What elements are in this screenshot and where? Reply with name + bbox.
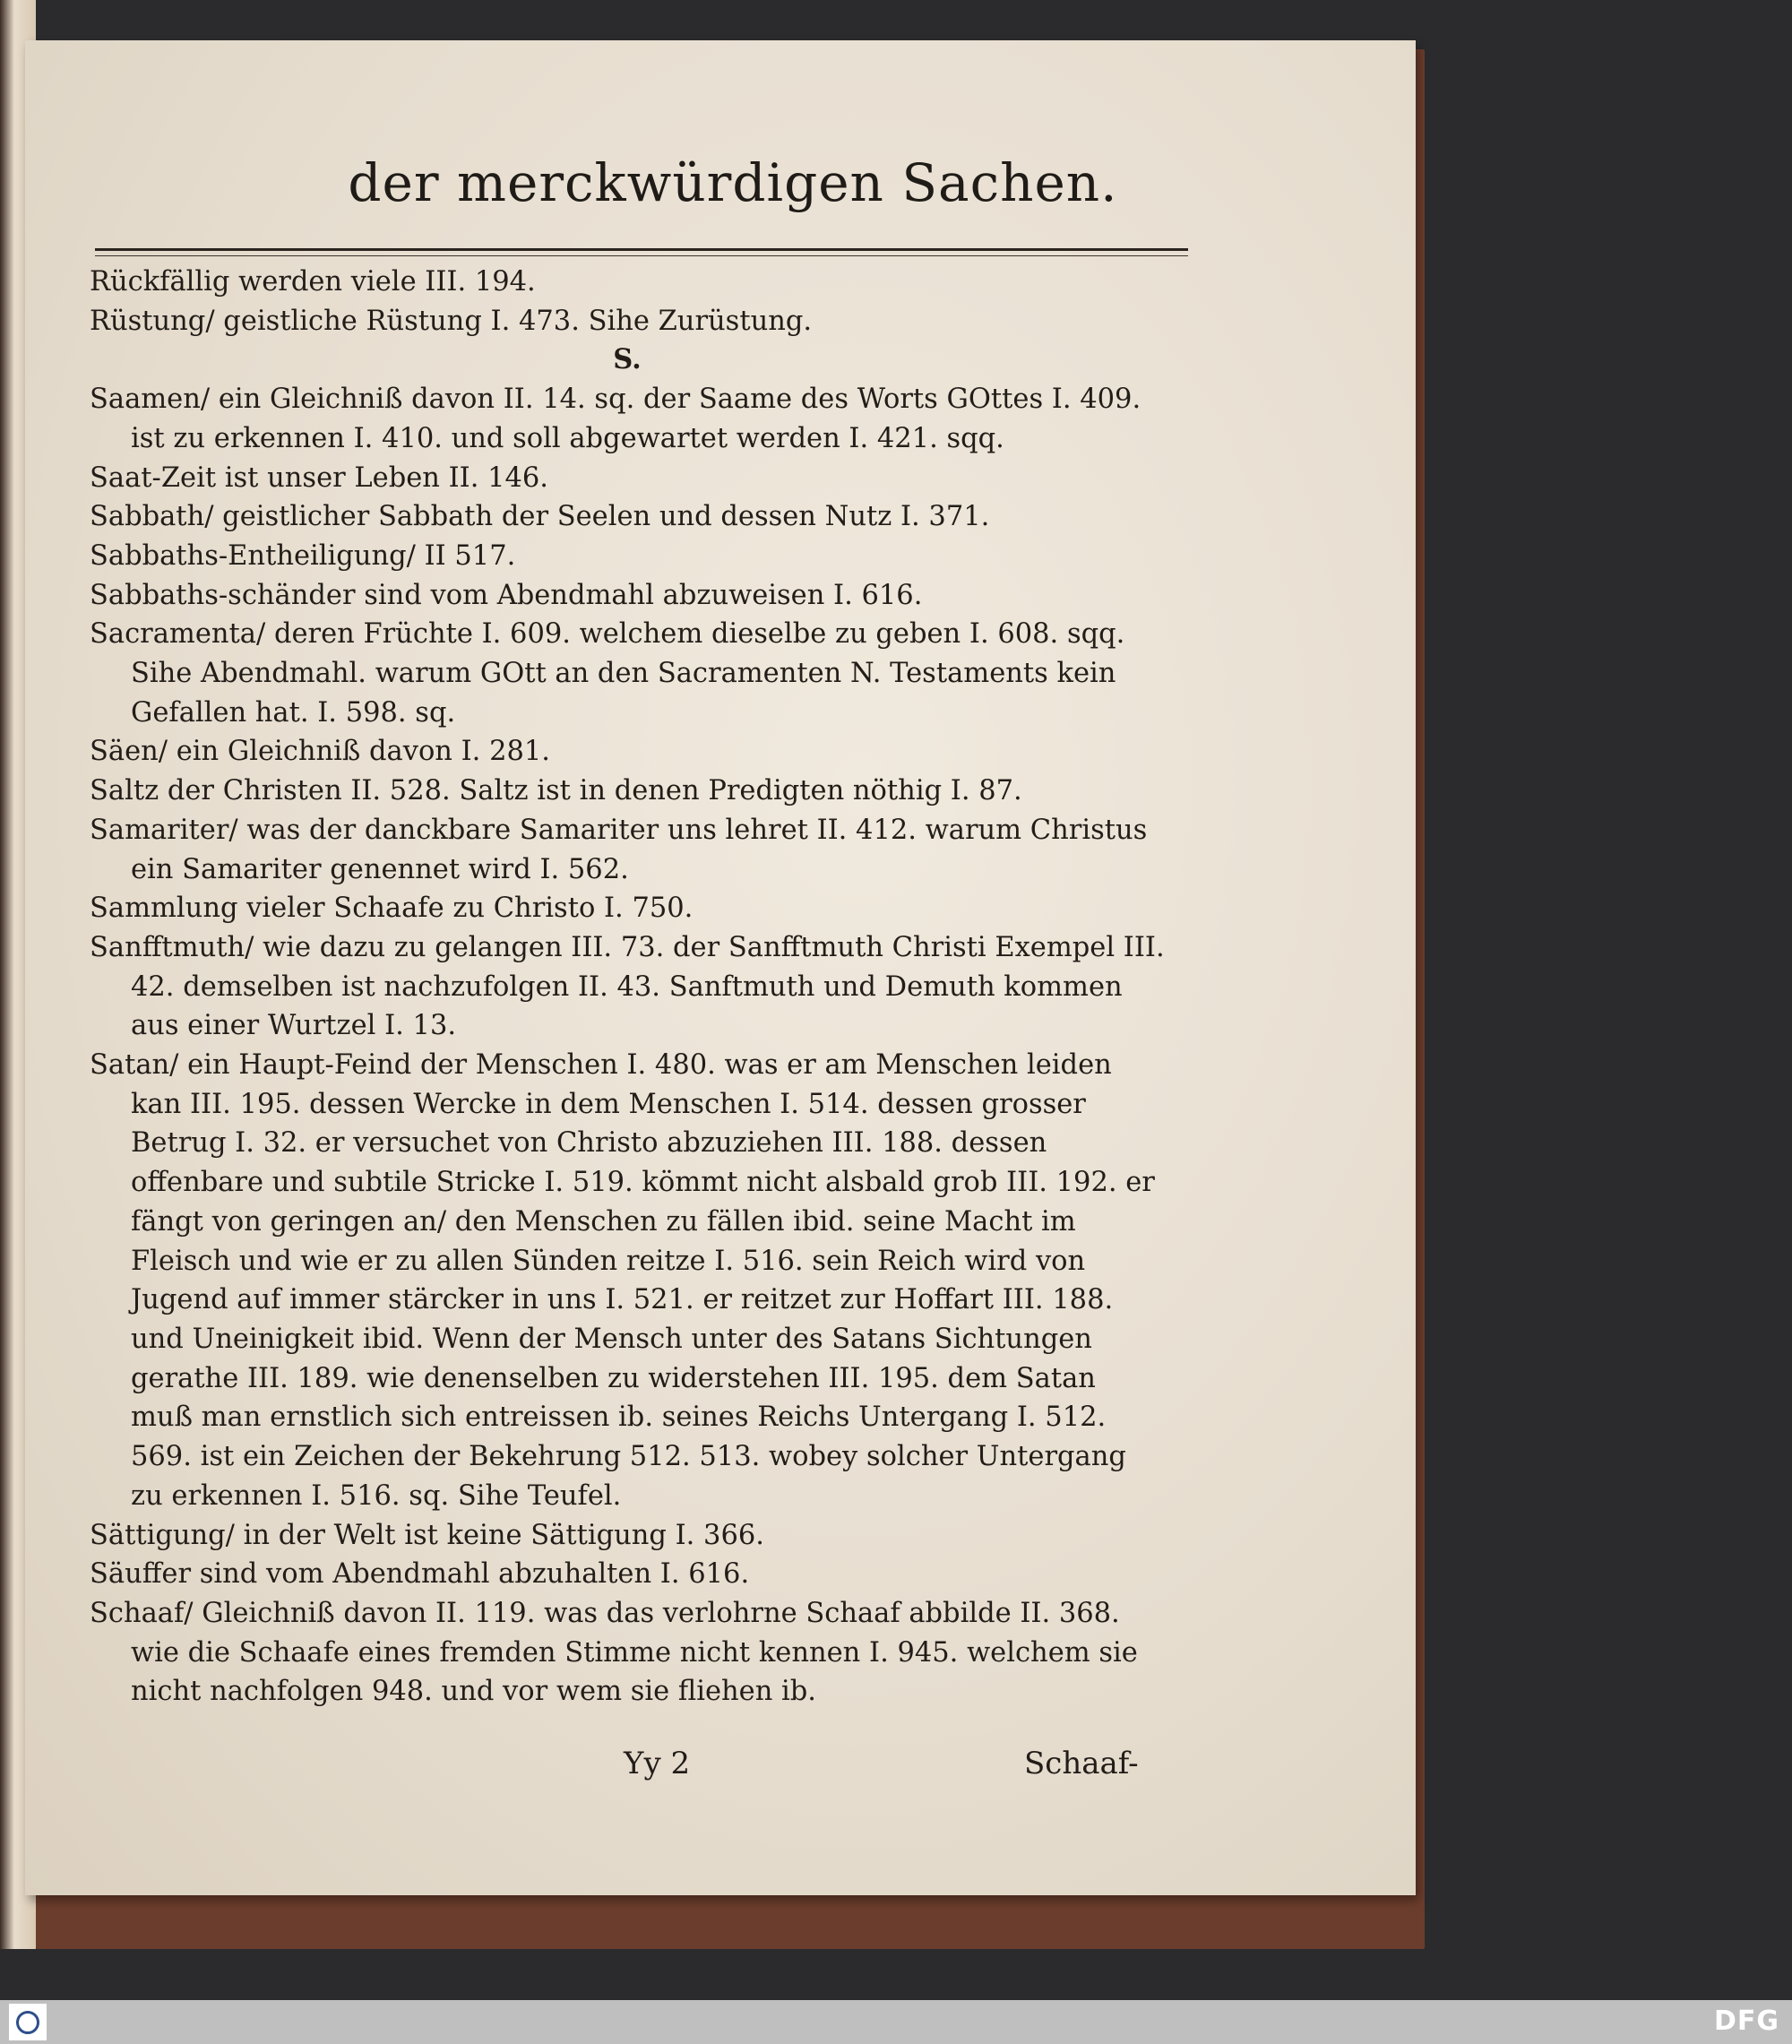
index-entry: Sacramenta/ deren Früchte I. 609. welchem dieselbe zu geben I. 608. sqq. Sihe Abendmahl. warum GOtt an den Sacramenten N. Testaments kein Gefallen hat. I. 598. sq. xyxy=(90,618,1125,729)
index-entry: Satan/ ein Haupt-Feind der Menschen I. 480. was er am Menschen leiden kan III. 195. dessen Wercke in dem Menschen I. 514. dessen grosser Betrug I. 32. er versuchet von Christo abzuziehen III. 188. dessen offenbare und subtile Stricke I. 519. kömmt nicht alsbald grob III. 192. er fängt von geringen an/ den Menschen zu fällen ibid. seine Macht im Fleisch und wie er zu allen Sünden reitze I. 516. sein Reich wird von Jugend auf immer stärcker in uns I. 521. er reitzet zur Hoffart III. 188. und Uneinigkeit ibid. Wenn der Mensch unter des Satans Sichtungen gerathe III. 189. wie denenselben zu widerstehen III. 195. dem Satan muß man ernstlich sich entreissen ib. seines Reichs Untergang I. 512. 569. ist ein Zeichen der Bekehrung 512. 513. wobey solcher Untergang zu erkennen I. 516. sq. Sihe Teufel. xyxy=(90,1049,1155,1512)
book-page xyxy=(25,40,1416,1895)
index-entry: Sanfftmuth/ wie dazu zu gelangen III. 73. der Sanfftmuth Christi Exempel III. 42. demselben ist nachzufolgen II. 43. Sanftmuth und Demuth kommen aus einer Wurtzel I. 13. xyxy=(90,931,1165,1042)
index-entry: Sammlung vieler Schaafe zu Christo I. 750. xyxy=(90,893,694,925)
header-rule xyxy=(95,248,1188,251)
index-entry: Rückfällig werden viele III. 194. xyxy=(90,266,536,298)
index-entry: Sabbaths-schänder sind vom Abendmahl abzuweisen I. 616. xyxy=(90,579,923,611)
running-head: der merckwürdigen Sachen. xyxy=(348,152,1118,213)
dfg-logo[interactable]: DFG xyxy=(1713,2005,1779,2037)
index-entry: Rüstung/ geistliche Rüstung I. 473. Sihe Zurüstung. xyxy=(90,305,813,337)
header-rule-thin xyxy=(95,255,1188,256)
index-entry: Saat-Zeit ist unser Leben II. 146. xyxy=(90,461,549,494)
signature-mark: Yy 2 xyxy=(624,1746,691,1781)
index-entry: Sabbath/ geistlicher Sabbath der Seelen und dessen Nutz I. 371. xyxy=(90,501,990,533)
index-entry: Sabbaths-Entheiligung/ II 517. xyxy=(90,539,516,572)
viewer-footer-bar xyxy=(0,2000,1792,2044)
index-entry: Schaaf/ Gleichniß davon II. 119. was das verlohrne Schaaf abbilde II. 368. wie die Schaafe eines fremden Stimme nicht kennen I. 945. welchem sie nicht nachfolgen 948. und vor wem sie fliehen ib. xyxy=(90,1597,1138,1708)
index-entry: Saamen/ ein Gleichniß davon II. 14. sq. der Saame des Worts GOttes I. 409. ist zu erkennen I. 410. und soll abgewartet werden I. 421. sqq. xyxy=(90,384,1142,454)
index-entry: Samariter/ was der danckbare Samariter uns lehret II. 412. warum Christus ein Samariter genennet wird I. 562. xyxy=(90,814,1148,885)
index-entry: Säuffer sind vom Abendmahl abzuhalten I. 616. xyxy=(90,1558,750,1591)
index-text xyxy=(90,263,1165,1712)
library-logo-icon[interactable] xyxy=(9,2004,47,2040)
catchword: Schaaf- xyxy=(1024,1746,1139,1781)
index-entry: Sättigung/ in der Welt ist keine Sättigung I. 366. xyxy=(90,1519,764,1551)
index-entry: Saltz der Christen II. 528. Saltz ist in denen Predigten nöthig I. 87. xyxy=(90,775,1022,807)
section-letter: S. xyxy=(613,343,642,376)
index-entry: Säen/ ein Gleichniß davon I. 281. xyxy=(90,736,550,768)
